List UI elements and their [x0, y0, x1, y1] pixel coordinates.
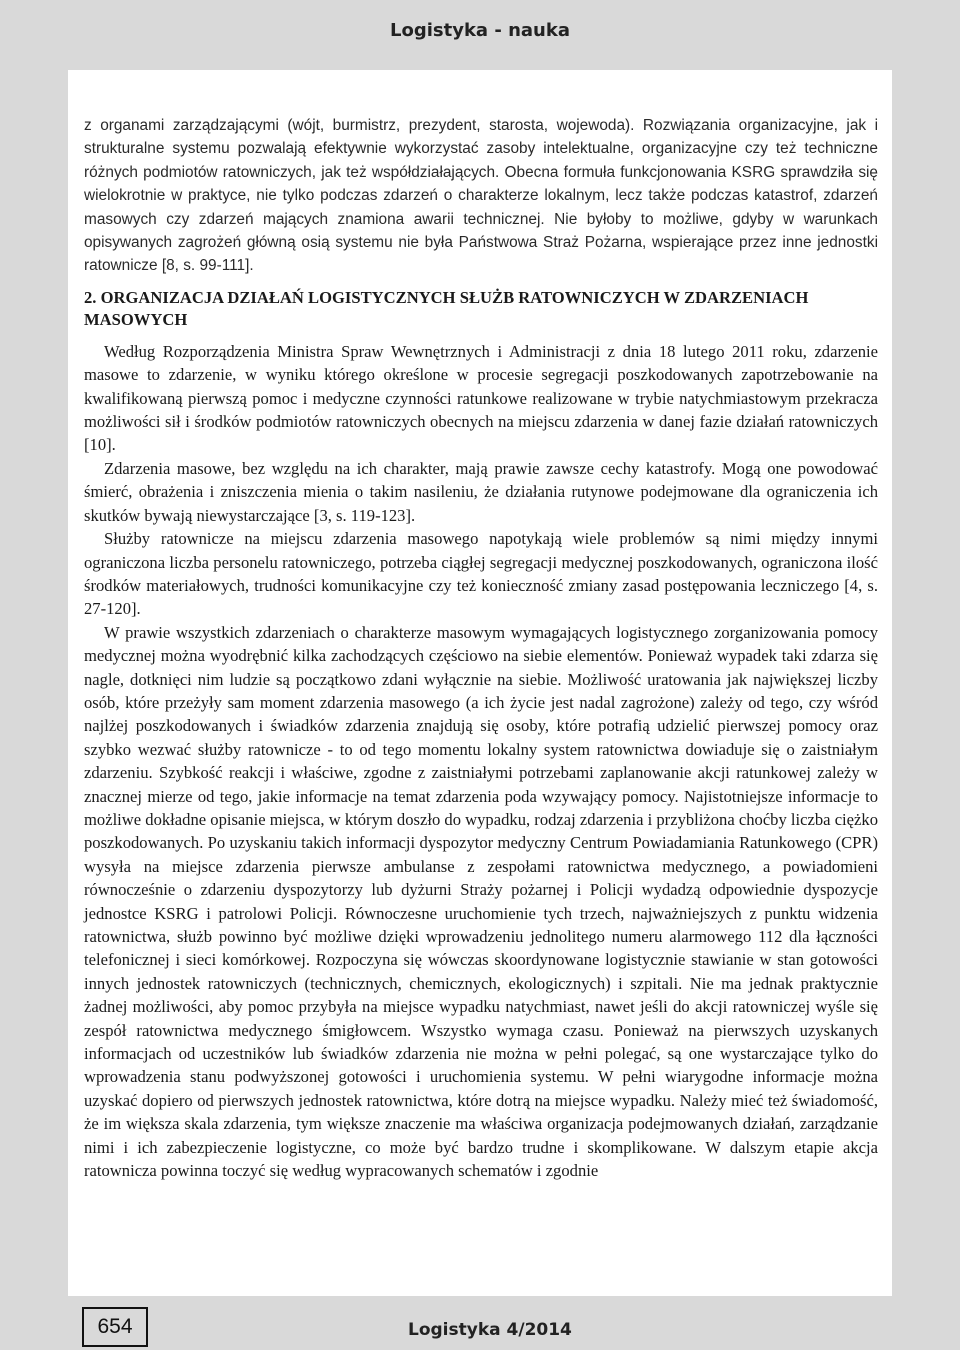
running-header: Logistyka - nauka	[390, 20, 570, 41]
body-paragraph-1: Według Rozporządzenia Ministra Spraw Wewnętrznych i Administracji z dnia 18 lutego 2011 roku, zdarzenie masowe to zdarzenie, w wyniku którego określone w procesie segregacji poszkodowanych zapotrzebowanie na kwalifikowaną pierwszą pomoc i medyczne czynności ratunkowe realizowane w trybie natychmiastowym przekracza możliwości sił i środków podmiotów ratowniczych obecnych na miejscu zdarzenia w danej fazie działań ratowniczych [10].	[84, 341, 878, 455]
article-body	[84, 114, 878, 1182]
page-content-card	[68, 70, 892, 1296]
section-heading: 2. ORGANIZACJA DZIAŁAŃ LOGISTYCZNYCH SŁUŻB RATOWNICZYCH W ZDARZENIACH MASOWYCH	[84, 287, 809, 329]
intro-paragraph: z organami zarządzającymi (wójt, burmistrz, prezydent, starosta, wojewoda). Rozwiązania organizacyjne, jak i strukturalne systemu pozwalają efektywnie wykorzystać zasoby intelektualne, organizacyjne czy też techniczne różnych podmiotów ratowniczych, jak też współdziałających. Obecna formuła funkcjonowania KSRG sprawdziła się wielokrotnie w praktyce, nie tylko podczas zdarzeń o charakterze lokalnym, lecz także podczas katastrof, zdarzeń masowych czy zdarzeń mających znamiona awarii technicznej. Nie byłoby to możliwe, gdyby w warunkach opisywanych zagrożeń główną osią systemu nie była Państwowa Straż Pożarna, wspierające przez inne jednostki ratownicze [8, s. 99-111].	[84, 117, 878, 275]
page-number: 654	[82, 1307, 148, 1347]
journal-issue: Logistyka 4/2014	[408, 1320, 572, 1340]
body-paragraph-3: Służby ratownicze na miejscu zdarzenia masowego napotykają wiele problemów są nimi między innymi ograniczona liczba personelu ratowniczego, potrzeba ciągłej segregacji medycznej poszkodowanych, ograniczona ilość środków materiałowych, trudności komunikacyjne czy też konieczność zmiany zasad postępowania leczniczego [4, s. 27-120].	[84, 529, 878, 619]
body-paragraph-2: Zdarzenia masowe, bez względu na ich charakter, mają prawie zawsze cechy katastrofy. Mogą one powodować śmierć, obrażenia i zniszczenia mienia o takim nasileniu, że działania rutynowe podejmowane dla ograniczenia ich skutków bywają niewystarczające [3, s. 119-123].	[84, 458, 878, 525]
body-paragraph-4: W prawie wszystkich zdarzeniach o charakterze masowym wymagających logistycznego zorganizowania pomocy medycznej można wyodrębnić kilka zachodzących częściowo na siebie elementów. Ponieważ wypadek taki zdarza się nagle, dotknięci nim ludzie są początkowo zdani wyłącznie na siebie. Możliwość uratowania jak największej liczby osób, które przeżyły sam moment zdarzenia masowego (a ich życie jest nadal zagrożone) zależy od tego, czy wśród najlżej poszkodowanych i świadków zdarzenia znajdują się osoby, które potrafią udzielić pierwszej pomocy oraz szybko wezwać służby ratownicze - to od tego momentu lokalny system ratownictwa dowiaduje się o zaistniałym zdarzeniu. Szybkość reakcji i właściwe, zgodne z zaistniałymi potrzebami zaplanowanie akcji ratunkowej zależy w znacznej mierze od tego, jakie informacje na temat zdarzenia poda wzywający pomocy. Najistotniejsze informacje to możliwe dokładne opisanie miejsca, w którym doszło do wypadku, rodzaj zdarzenia i przybliżona choćby liczba ciężko poszkodowanych. Po uzyskaniu takich informacji dyspozytor medyczny Centrum Powiadamiania Ratunkowego (CPR) wysyła na miejsce zdarzenia pierwsze ambulanse z zespołami ratownictwa medycznego, a powiadomieni równocześnie o zdarzeniu dyspozytorzy lub dyżurni Straży pożarnej i Policji wydadzą odpowiednie dyspozycje jednostce KSRG i patrolowi Policji. Równoczesne uruchomienie tych trzech, najważniejszych z punktu widzenia ratownictwa, służb powinno być możliwe dzięki wprowadzeniu jednolitego numeru alarmowego 112 dla łączności telefonicznej i sieci komórkowej. Rozpoczyna się wówczas skoordynowane logistycznie stawianie w stan gotowości innych jednostek ratowniczych (technicznych, chemicznych, ekologicznych) i szpitali. Nie ma jednak praktycznie żadnej możliwości, aby pomoc przybyła na miejsce wypadku natychmiast, nawet jeśli do akcji ratowniczej wyśle się zespół ratownictwa medycznego śmigłowcem. Wszystko wymaga czasu. Ponieważ na pierwszych uzyskanych informacjach od uczestników lub świadków zdarzenia nie można w pełni polegać, są one wystarczające tylko do wprowadzenia stanu podwyższonej gotowości i uruchomienia systemu. W pełni wiarygodne informacje można uzyskać dopiero od pierwszych jednostek ratownictwa, które dotrą na miejsce wypadku. Należy mieć też świadomość, że im większa skala zdarzenia, tym większe znaczenie ma właściwa organizacja podejmowanych działań, zarządzanie nimi i ich zabezpieczenie logistyczne, co może być bardzo trudne i skomplikowane. W dalszym etapie akcja ratownicza powinna toczyć się według wypracowanych schematów i zgodnie	[84, 622, 878, 1181]
